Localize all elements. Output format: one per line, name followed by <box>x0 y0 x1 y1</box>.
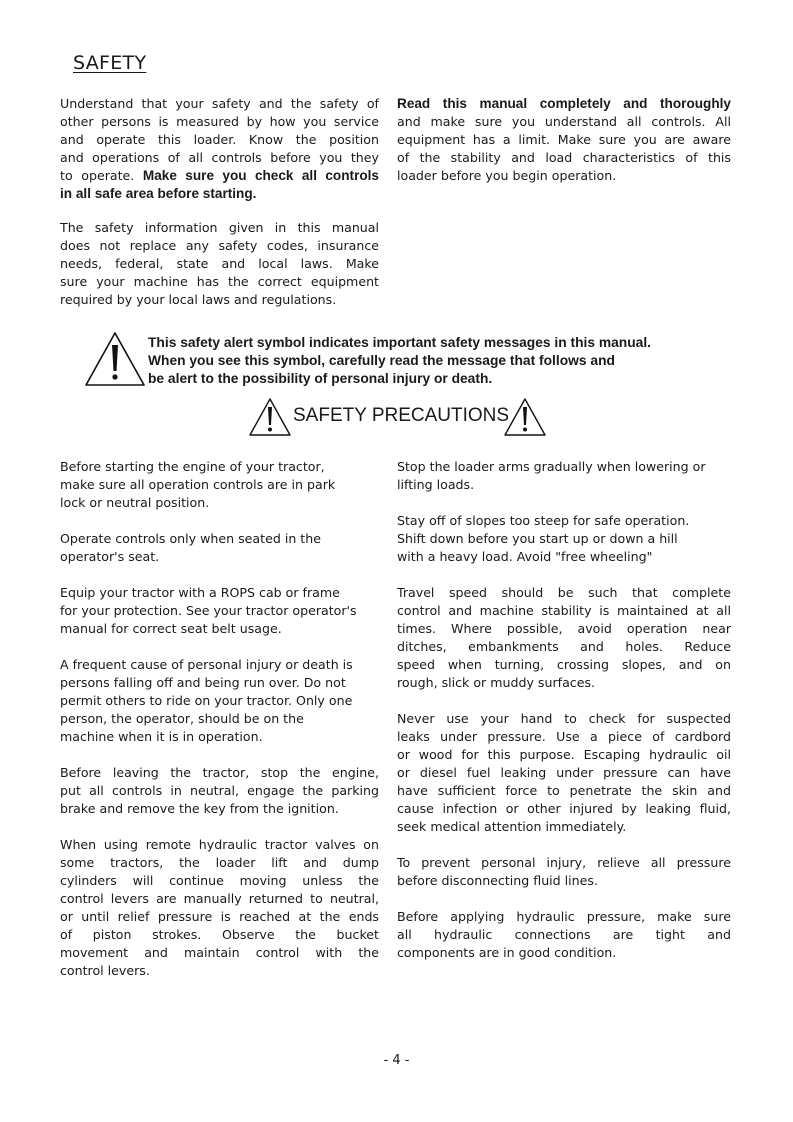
text-line <box>60 728 379 746</box>
text: make sure all operation controls are in park <box>60 477 336 492</box>
text: control levers. <box>60 963 150 978</box>
paragraph <box>397 512 731 566</box>
text-line <box>60 962 379 980</box>
text-line <box>60 602 379 620</box>
text-line <box>397 602 731 620</box>
text: have sufficient force to penetrate the skin and <box>397 783 731 798</box>
text: does not replace any safety codes, insurance <box>60 238 379 253</box>
text: Before leaving the tractor, stop the engine, <box>60 765 379 780</box>
text-line <box>60 944 379 962</box>
text: When using remote hydraulic tractor valves on <box>60 837 379 852</box>
text-line <box>397 548 731 566</box>
text: Operate controls only when seated in the <box>60 531 321 546</box>
text: before disconnecting fluid lines. <box>397 873 598 888</box>
text: required by your local laws and regulations. <box>60 292 337 307</box>
text-line <box>397 458 731 476</box>
text: of piston strokes. Observe the bucket <box>60 927 379 942</box>
bold-text: in all safe area before starting. <box>60 186 257 201</box>
text-line <box>60 494 379 512</box>
text-line <box>60 530 379 548</box>
text: Never use your hand to check for suspected <box>397 711 731 726</box>
text: lock or neutral position. <box>60 495 210 510</box>
text-line <box>60 476 379 494</box>
text-line <box>397 926 731 944</box>
text: components are in good condition. <box>397 945 617 960</box>
text-line <box>60 131 379 149</box>
paragraph <box>60 584 379 638</box>
text-line <box>60 237 379 255</box>
text-line <box>397 800 731 818</box>
text-line <box>60 854 379 872</box>
text-line <box>60 548 379 566</box>
precautions-heading: SAFETY PRECAUTIONS <box>293 405 510 426</box>
text-line <box>397 113 731 131</box>
text-line <box>60 185 379 203</box>
text-line <box>397 476 731 494</box>
text-line <box>60 656 379 674</box>
bold-text: Make sure you check all controls <box>142 168 379 183</box>
text-line <box>397 782 731 800</box>
paragraph <box>397 584 731 692</box>
text-line <box>60 692 379 710</box>
text-line <box>397 746 731 764</box>
text-line <box>60 890 379 908</box>
text-line <box>397 854 731 872</box>
paragraph <box>397 710 731 836</box>
text: Stop the loader arms gradually when lowering or <box>397 459 706 474</box>
text: loader before you begin operation. <box>397 168 617 183</box>
paragraph <box>60 764 379 818</box>
text: Travel speed should be such that complete <box>397 585 731 600</box>
text-line <box>397 95 731 113</box>
warning-triangle-icon <box>248 397 292 437</box>
text: lifting loads. <box>397 477 475 492</box>
text: other persons is measured by how you service <box>60 114 379 129</box>
text-line <box>60 674 379 692</box>
text: for your protection. See your tractor operator's <box>60 603 357 618</box>
paragraph <box>397 854 731 890</box>
text: person, the operator, should be on the <box>60 711 304 726</box>
text: or wood for this purpose. Escaping hydraulic oil <box>397 747 731 762</box>
text: operator's seat. <box>60 549 160 564</box>
text-line <box>60 255 379 273</box>
text: Stay off of slopes too steep for safe operation. <box>397 513 690 528</box>
text-line <box>60 872 379 890</box>
text-line <box>60 167 379 185</box>
text-line <box>60 584 379 602</box>
text-line <box>60 620 379 638</box>
text-line <box>60 273 379 291</box>
text-line <box>60 710 379 728</box>
text: brake and remove the key from the ignition. <box>60 801 339 816</box>
safety-alert-icon <box>84 331 146 387</box>
text-line <box>60 149 379 167</box>
alert-line: This safety alert symbol indicates important safety messages in this manual. <box>148 335 651 350</box>
text-line <box>60 291 379 309</box>
safety-alert-message <box>148 334 651 388</box>
text: some tractors, the loader lift and dump <box>60 855 379 870</box>
text-line <box>397 656 731 674</box>
text-line <box>397 728 731 746</box>
text: cause infection or other injured by leaking fluid, <box>397 801 731 816</box>
text: permit others to ride on your tractor. Only one <box>60 693 353 708</box>
text: Before starting the engine of your tractor, <box>60 459 325 474</box>
text-line <box>397 872 731 890</box>
text-line <box>397 764 731 782</box>
text-line <box>397 674 731 692</box>
text: cylinders will continue moving unless the <box>60 873 379 888</box>
text: needs, federal, state and local laws. Make <box>60 256 379 271</box>
text: rough, slick or muddy surfaces. <box>397 675 596 690</box>
text-line <box>60 926 379 944</box>
text-line <box>397 710 731 728</box>
text: or until relief pressure is reached at the ends <box>60 909 379 924</box>
text: or diesel fuel leaking under pressure can have <box>397 765 731 780</box>
paragraph <box>60 219 379 309</box>
text: A frequent cause of personal injury or death is <box>60 657 353 672</box>
text: with a heavy load. Avoid "free wheeling" <box>397 549 653 564</box>
text-line <box>397 638 731 656</box>
text-line <box>60 800 379 818</box>
text: seek medical attention immediately. <box>397 819 627 834</box>
text-line <box>60 836 379 854</box>
text: movement and maintain control with the <box>60 945 379 960</box>
paragraph <box>60 836 379 980</box>
text: The safety information given in this manual <box>60 220 379 235</box>
text-line <box>397 908 731 926</box>
text: Understand that your safety and the safety of <box>60 96 379 111</box>
text-line <box>397 167 731 185</box>
text-line <box>60 95 379 113</box>
page-number: - 4 - <box>383 1053 410 1068</box>
text: and make sure you understand all controls. All <box>397 114 731 129</box>
text: ditches, embankments and holes. Reduce <box>397 639 731 654</box>
text-line <box>397 620 731 638</box>
text: and operate this loader. Know the position <box>60 132 379 147</box>
text: leaks under pressure. Use a piece of cardbord <box>397 729 731 744</box>
warning-triangle-icon <box>503 397 547 437</box>
text: persons falling off and being run over. Do not <box>60 675 346 690</box>
text-line <box>60 908 379 926</box>
text-line <box>60 782 379 800</box>
bold-text: Read this manual completely and thoroughly <box>397 96 731 111</box>
text-line <box>397 530 731 548</box>
text: sure your machine has the correct equipment <box>60 274 379 289</box>
text-line <box>397 818 731 836</box>
text: To prevent personal injury, relieve all pressure <box>397 855 731 870</box>
text: put all controls in neutral, engage the parking <box>60 783 379 798</box>
text: and operations of all controls before you they <box>60 150 379 165</box>
text-line <box>60 219 379 237</box>
text: all hydraulic connections are tight and <box>397 927 731 942</box>
paragraph <box>60 656 379 746</box>
paragraph <box>60 530 379 566</box>
text-line <box>397 584 731 602</box>
text-line <box>60 113 379 131</box>
section-title: SAFETY <box>73 52 147 74</box>
paragraph <box>397 908 731 962</box>
paragraph <box>60 95 379 203</box>
text: to operate. <box>60 168 143 183</box>
text-line <box>60 764 379 782</box>
text-line <box>397 131 731 149</box>
text: Equip your tractor with a ROPS cab or frame <box>60 585 340 600</box>
text: speed when turning, crossing slopes, and on <box>397 657 731 672</box>
text-line <box>397 149 731 167</box>
text: Shift down before you start up or down a hill <box>397 531 678 546</box>
text-line <box>60 458 379 476</box>
text: equipment has a limit. Make sure you are aware <box>397 132 731 147</box>
text: times. Where possible, avoid operation near <box>397 621 731 636</box>
text: control and machine stability is maintained at all <box>397 603 731 618</box>
text-line <box>397 944 731 962</box>
text-line <box>397 512 731 530</box>
text: machine when it is in operation. <box>60 729 263 744</box>
alert-line: be alert to the possibility of personal injury or death. <box>148 371 493 386</box>
paragraph <box>397 458 731 494</box>
text: of the stability and load characteristics of this <box>397 150 731 165</box>
text: manual for correct seat belt usage. <box>60 621 282 636</box>
paragraph <box>60 458 379 512</box>
paragraph <box>397 95 731 185</box>
text: Before applying hydraulic pressure, make sure <box>397 909 731 924</box>
text: control levers are manually returned to neutral, <box>60 891 379 906</box>
alert-line: When you see this symbol, carefully read the message that follows and <box>148 353 615 368</box>
